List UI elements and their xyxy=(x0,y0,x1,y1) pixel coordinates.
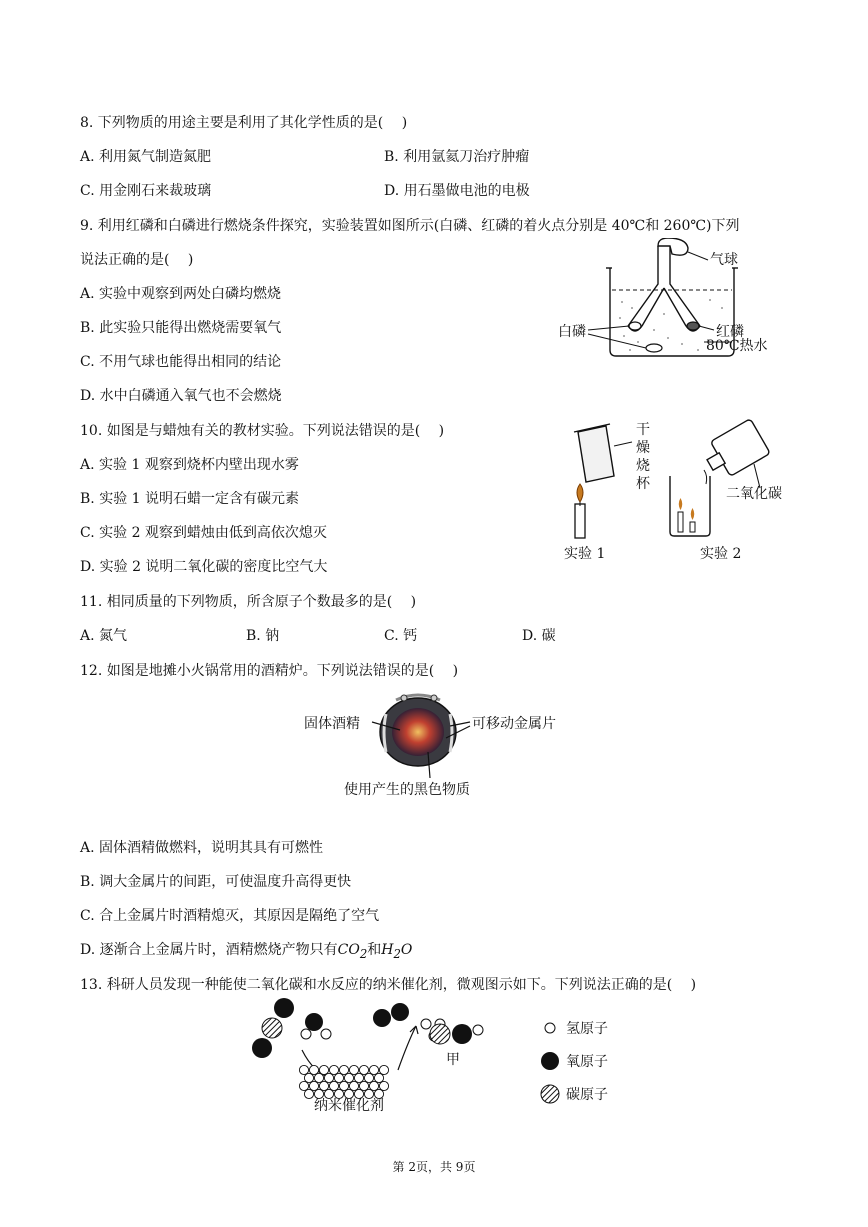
q9-red-phosphorus-label: 红磷 xyxy=(716,324,744,340)
q10-option-a: A. 实验 1 观察到烧杯内壁出现水雾 xyxy=(80,457,299,473)
q8-stem: 8. 下列物质的用途主要是利用了其化学性质的是( ) xyxy=(80,115,408,131)
q11-option-c: C. 钙 xyxy=(384,628,418,644)
catalyst-ring xyxy=(329,1065,338,1074)
catalyst-ring xyxy=(344,1073,353,1082)
q13-legend-carbon: 碳原子 xyxy=(566,1087,608,1103)
q9-option-d: D. 水中白磷通入氧气也不会燃烧 xyxy=(80,388,282,404)
q9-stem-line1: 9. 利用红磷和白磷进行燃烧条件探究，实验装置如图所示(白磷、红磷的着火点分别是 40℃和 260℃)下列 xyxy=(80,218,740,234)
catalyst-ring xyxy=(369,1081,378,1090)
catalyst-ring xyxy=(324,1073,333,1082)
page-number-footer: 第 2页，共 9页 xyxy=(392,1160,476,1174)
catalyst-ring xyxy=(379,1081,388,1090)
q10-option-c: C. 实验 2 观察到蜡烛由低到高依次熄灭 xyxy=(80,525,327,541)
catalyst-ring xyxy=(309,1081,318,1090)
q11-stem: 11. 相同质量的下列物质，所含原子个数最多的是( ) xyxy=(80,594,417,610)
catalyst-ring xyxy=(299,1065,308,1074)
catalyst-ring xyxy=(299,1081,308,1090)
q12-option-c: C. 合上金属片时酒精熄灭，其原因是隔绝了空气 xyxy=(80,908,380,924)
q12-black-substance-label: 使用产生的黑色物质 xyxy=(344,782,470,798)
q12-option-d-text: D. 逐渐合上金属片时，酒精燃烧产物只有 xyxy=(80,942,338,958)
catalyst-ring xyxy=(374,1073,383,1082)
q11-option-b: B. 钠 xyxy=(246,628,280,644)
q12-option-a: A. 固体酒精做燃料，说明其具有可燃性 xyxy=(80,840,324,856)
q12-formula-h2o: $H_2O$ xyxy=(381,942,413,961)
q10-fig-char-4: 杯 xyxy=(636,476,650,492)
q9-option-a: A. 实验中观察到两处白磷均燃烧 xyxy=(80,286,282,302)
q9-combustion-apparatus-figure xyxy=(558,238,788,368)
q9-hot-water-label: 80℃热水 xyxy=(706,338,768,354)
q11-option-d: D. 碳 xyxy=(522,628,556,644)
q9-white-phosphorus-label: 白磷 xyxy=(558,324,586,340)
q11-option-a: A. 氮气 xyxy=(80,628,128,644)
catalyst-ring xyxy=(349,1065,358,1074)
q10-fig-char-2: 燥 xyxy=(636,440,650,456)
q12-alcohol-stove-figure xyxy=(300,686,580,808)
q10-co2-label: 二氧化碳 xyxy=(726,486,782,502)
q10-exp2-label: 实验 2 xyxy=(700,546,742,562)
q9-option-c: C. 不用气球也能得出相同的结论 xyxy=(80,354,282,370)
q10-exp1-label: 实验 1 xyxy=(564,546,606,562)
q12-option-b: B. 调大金属片的间距，可使温度升高得更快 xyxy=(80,874,352,890)
q9-option-b: B. 此实验只能得出燃烧需要氧气 xyxy=(80,320,282,336)
q10-option-d: D. 实验 2 说明二氧化碳的密度比空气大 xyxy=(80,559,328,575)
q12-formula-co2: $CO_2$ xyxy=(337,942,368,961)
catalyst-ring xyxy=(314,1073,323,1082)
catalyst-ring xyxy=(349,1081,358,1090)
q13-catalyst-label: 纳米催化剂 xyxy=(314,1098,384,1114)
q13-stem: 13. 科研人员发现一种能使二氧化碳和水反应的纳米催化剂，微观图示如下。下列说法正确的是( ) xyxy=(80,977,697,993)
q10-fig-char-3: 烧 xyxy=(636,458,650,474)
catalyst-ring xyxy=(359,1065,368,1074)
q13-catalyst-diagram xyxy=(240,998,630,1116)
q12-option-d-and: 和 xyxy=(367,942,382,958)
catalyst-ring xyxy=(329,1081,338,1090)
q12-option-d xyxy=(80,941,412,963)
q10-stem: 10. 如图是与蜡烛有关的教材实验。下列说法错误的是( ) xyxy=(80,423,445,439)
catalyst-ring xyxy=(339,1081,348,1090)
catalyst-ring xyxy=(359,1081,368,1090)
q8-option-a: A. 利用氮气制造氮肥 xyxy=(80,149,212,165)
q13-product-jia-label: 甲 xyxy=(446,1052,460,1068)
q12-solid-alcohol-label: 固体酒精 xyxy=(304,716,360,732)
q9-balloon-label: 气球 xyxy=(710,252,738,268)
q9-stem-line2: 说法正确的是( ) xyxy=(80,252,194,268)
q8-option-d: D. 用石墨做电池的电极 xyxy=(384,183,530,199)
catalyst-ring xyxy=(304,1073,313,1082)
q12-stem: 12. 如图是地摊小火锅常用的酒精炉。下列说法错误的是( ) xyxy=(80,663,459,679)
catalyst-ring xyxy=(304,1089,313,1098)
catalyst-ring xyxy=(319,1065,328,1074)
q13-legend-oxygen: 氧原子 xyxy=(566,1054,608,1070)
q8-option-c: C. 用金刚石来裁玻璃 xyxy=(80,183,212,199)
catalyst-ring xyxy=(364,1073,373,1082)
q10-fig-char-1: 干 xyxy=(636,422,650,438)
catalyst-ring xyxy=(319,1081,328,1090)
catalyst-ring xyxy=(369,1065,378,1074)
q8-option-b: B. 利用氩氦刀治疗肿瘤 xyxy=(384,149,530,165)
q12-metal-plate-label: 可移动金属片 xyxy=(472,716,556,732)
catalyst-ring xyxy=(339,1065,348,1074)
q10-candle-experiments-figure xyxy=(558,418,798,568)
q10-option-b: B. 实验 1 说明石蜡一定含有碳元素 xyxy=(80,491,299,507)
catalyst-ring xyxy=(379,1065,388,1074)
q13-legend-hydrogen: 氢原子 xyxy=(566,1021,608,1037)
catalyst-ring xyxy=(334,1073,343,1082)
catalyst-ring xyxy=(354,1073,363,1082)
catalyst-ring xyxy=(309,1065,318,1074)
